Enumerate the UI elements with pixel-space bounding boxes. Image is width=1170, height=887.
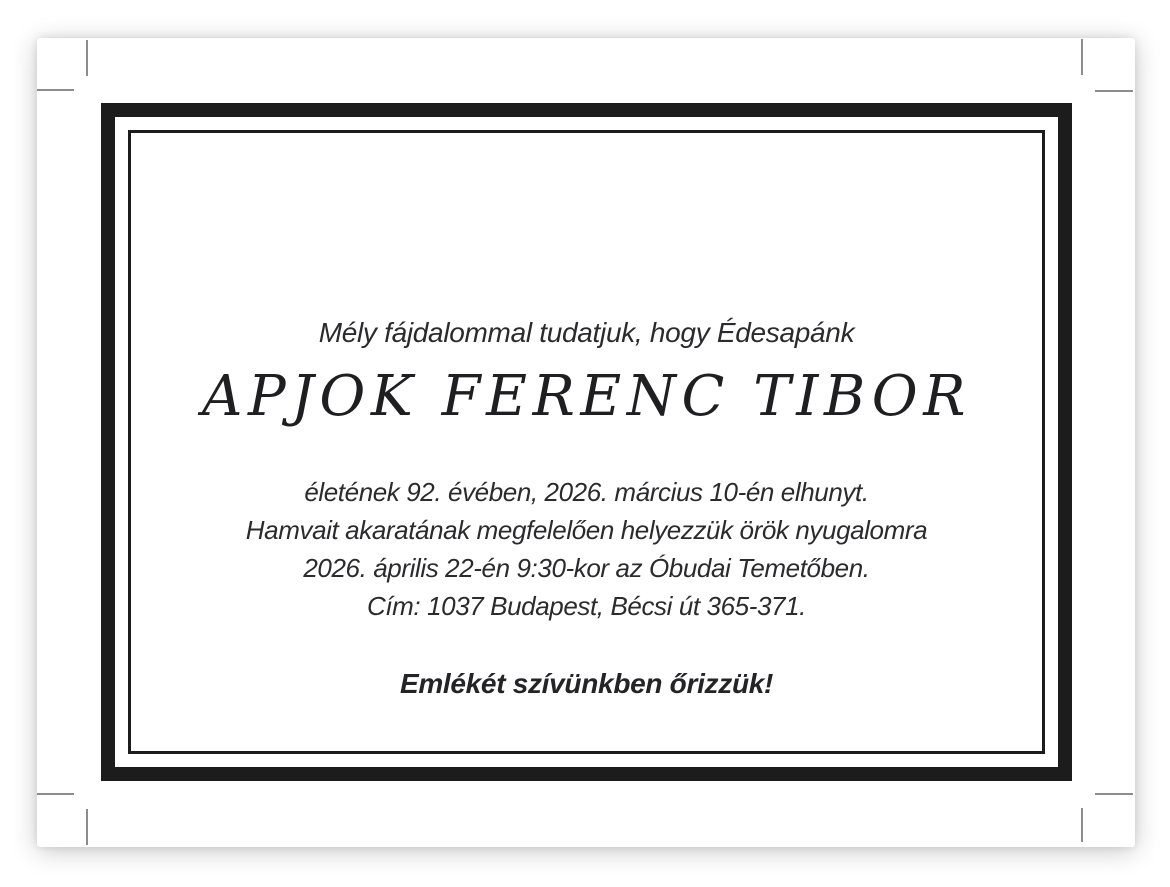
crop-mark-bottom-right-vertical (1081, 808, 1083, 842)
closing-line: Emlékét szívünkben őrizzük! (399, 668, 774, 699)
details-block (101, 473, 1072, 625)
detail-line-address: Cím: 1037 Budapest, Bécsi út 365-371. (366, 591, 807, 621)
crop-mark-top-right-horizontal (1095, 90, 1133, 92)
crop-mark-top-left-vertical (86, 40, 88, 76)
crop-mark-bottom-right-horizontal (1095, 793, 1133, 795)
announcement-content (101, 103, 1072, 781)
crop-mark-bottom-left-vertical (86, 809, 88, 845)
detail-line-wish: Hamvait akaratának megfelelően helyezzük örök nyugalomra (245, 515, 928, 545)
detail-line-ceremony: 2026. április 22-én 9:30-kor az Óbudai Temetőben. (303, 553, 870, 583)
obituary-card (37, 38, 1135, 847)
deceased-name: APJOK FERENC TIBOR (201, 364, 972, 429)
crop-mark-top-left-horizontal (37, 89, 74, 91)
detail-line-death: életének 92. évében, 2026. március 10-én elhunyt. (304, 477, 869, 507)
crop-mark-top-right-vertical (1081, 39, 1083, 75)
crop-mark-bottom-left-horizontal (37, 793, 74, 795)
intro-line: Mély fájdalommal tudatjuk, hogy Édesapánk (318, 317, 855, 348)
